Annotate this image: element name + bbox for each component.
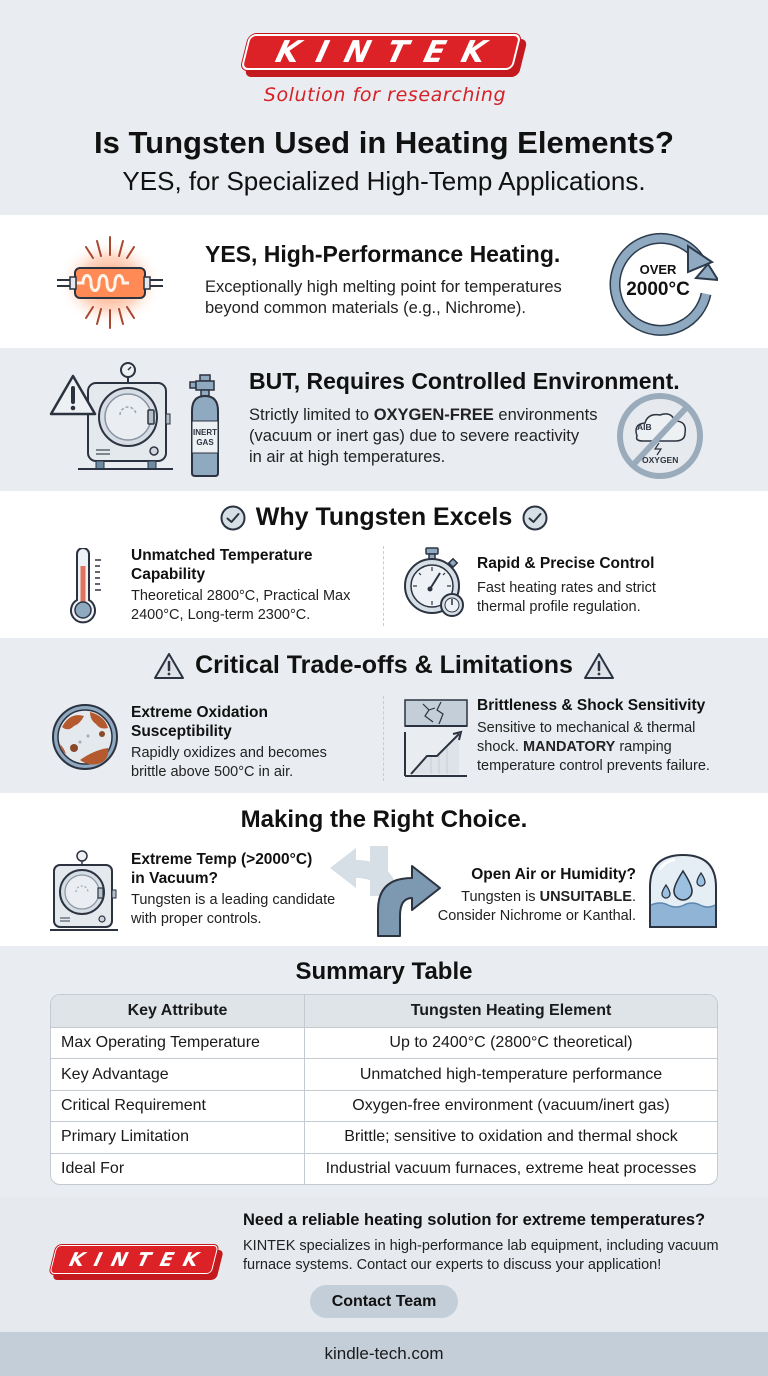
kintek-logo[interactable] bbox=[243, 33, 527, 106]
choice-right bbox=[438, 865, 636, 926]
oxidized-disc-icon bbox=[50, 702, 120, 772]
table-header-cell: Key Attribute bbox=[51, 995, 305, 1027]
page-subtitle: YES, for Specialized High-Temp Applications. bbox=[122, 166, 646, 196]
trade-item-oxidation bbox=[131, 703, 327, 782]
but-body-line3: in air at high temperatures. bbox=[249, 448, 446, 466]
contact-team-button[interactable]: Contact Team bbox=[310, 1285, 458, 1318]
yes-section bbox=[0, 215, 768, 348]
oxygen-free-emphasis: OXYGEN-FREE bbox=[373, 406, 494, 424]
logo-text: KINTEK bbox=[67, 1248, 211, 1271]
trade-item-body-line2: brittle above 500°C in air. bbox=[131, 764, 294, 780]
warning-icon bbox=[48, 373, 98, 418]
table-cell: Unmatched high-temperature performance bbox=[359, 1065, 663, 1083]
trade-item-body-line1: Rapidly oxidizes and becomes bbox=[131, 745, 327, 761]
cylinder-label-inert: INERT bbox=[193, 428, 217, 437]
heating-element-icon bbox=[55, 235, 165, 330]
why-item-temperature bbox=[131, 546, 350, 625]
trade-item-brittleness bbox=[477, 696, 710, 776]
but-body-line2: (vacuum or inert gas) due to severe reactivity bbox=[249, 427, 580, 445]
table-cell: Critical Requirement bbox=[51, 1091, 305, 1121]
trade-body-pre: shock. bbox=[477, 739, 523, 755]
summary-section bbox=[0, 946, 768, 1197]
but-body-post: environments bbox=[493, 406, 598, 424]
warning-icon bbox=[153, 652, 185, 680]
why-item-body-line2: thermal profile regulation. bbox=[477, 599, 641, 615]
table-row bbox=[51, 1153, 717, 1184]
why-item-body-line1: Theoretical 2800°C, Practical Max bbox=[131, 588, 351, 604]
choice-left-title-line1: Extreme Temp (>2000°C) bbox=[131, 851, 313, 868]
check-circle-icon bbox=[220, 505, 246, 531]
no-oxygen-badge bbox=[615, 391, 705, 481]
thermometer-icon bbox=[68, 548, 108, 626]
header bbox=[0, 0, 768, 215]
logo-text: KINTEK bbox=[272, 34, 507, 70]
choice-right-body-pre: Tungsten is bbox=[461, 889, 540, 905]
tradeoffs-section bbox=[0, 638, 768, 793]
choice-left bbox=[131, 850, 335, 929]
choice-right-body-post: . bbox=[631, 889, 636, 905]
table-cell: Key Advantage bbox=[51, 1059, 305, 1089]
warning-icon bbox=[583, 652, 615, 680]
why-item-control bbox=[477, 554, 656, 617]
yes-heading: YES, High-Performance Heating. bbox=[205, 241, 561, 267]
logo-tagline: Solution for researching bbox=[263, 84, 507, 106]
trade-item-title-line2: Susceptibility bbox=[131, 723, 232, 740]
table-row bbox=[51, 1090, 717, 1121]
choice-section bbox=[0, 793, 768, 946]
summary-table bbox=[50, 994, 718, 1185]
trade-item-title: Brittleness & Shock Sensitivity bbox=[477, 697, 706, 714]
oxygen-label: OXYGEN bbox=[642, 455, 679, 465]
kintek-logo[interactable] bbox=[52, 1245, 222, 1279]
cta-section bbox=[0, 1197, 768, 1332]
choice-right-title: Open Air or Humidity? bbox=[471, 866, 636, 883]
table-cell: Oxygen-free environment (vacuum/inert gas) bbox=[352, 1096, 670, 1114]
cta-heading: Need a reliable heating solution for extreme temperatures? bbox=[243, 1211, 706, 1229]
table-cell: Primary Limitation bbox=[51, 1122, 305, 1152]
table-row bbox=[51, 1027, 717, 1058]
over-2000c-badge bbox=[608, 232, 718, 337]
divider bbox=[383, 696, 384, 781]
gas-cylinder-icon bbox=[186, 373, 226, 478]
trade-item-body-line1: Sensitive to mechanical & thermal bbox=[477, 720, 696, 736]
why-section bbox=[0, 491, 768, 638]
trade-item-body-line3: temperature control prevents failure. bbox=[477, 758, 710, 774]
page-title: Is Tungsten Used in Heating Elements? bbox=[94, 125, 674, 160]
yes-body-line1: Exceptionally high melting point for temperatures bbox=[205, 278, 562, 296]
why-item-body-line2: 2400°C, Long-term 2300°C. bbox=[131, 607, 311, 623]
table-cell: Ideal For bbox=[51, 1154, 305, 1184]
table-row bbox=[51, 1121, 717, 1152]
choice-right-body-line2: Consider Nichrome or Kanthal. bbox=[437, 908, 636, 924]
but-body-pre: Strictly limited to bbox=[249, 406, 374, 424]
why-heading: Why Tungsten Excels bbox=[255, 503, 513, 531]
why-item-title-line2: Capability bbox=[131, 566, 206, 583]
choice-heading: Making the Right Choice. bbox=[240, 806, 528, 833]
badge-over: OVER bbox=[639, 262, 677, 277]
cylinder-label-gas: GAS bbox=[196, 438, 214, 447]
vacuum-furnace-icon bbox=[48, 850, 120, 934]
stopwatch-icon bbox=[402, 546, 470, 618]
cta-body: KINTEK specializes in high-performance lab equipment, including vacuum furnace systems. Contact our experts to discuss your application! bbox=[243, 1238, 719, 1273]
cracked-ramp-icon bbox=[403, 698, 469, 778]
table-cell: Up to 2400°C (2800°C theoretical) bbox=[389, 1034, 633, 1052]
table-header-cell: Tungsten Heating Element bbox=[410, 1002, 612, 1019]
trade-item-title-line1: Extreme Oxidation bbox=[131, 704, 268, 721]
table-header-row bbox=[51, 995, 717, 1027]
why-item-body-line1: Fast heating rates and strict bbox=[477, 580, 656, 596]
no-oxygen-icon bbox=[615, 391, 705, 481]
check-circle-icon bbox=[522, 505, 548, 531]
but-section bbox=[0, 348, 768, 491]
choice-left-body-line1: Tungsten is a leading candidate bbox=[131, 892, 336, 908]
why-item-title: Rapid & Precise Control bbox=[477, 555, 655, 572]
trade-body-post: ramping bbox=[615, 739, 672, 755]
but-heading: BUT, Requires Controlled Environment. bbox=[249, 368, 680, 394]
table-cell: Brittle; sensitive to oxidation and thermal shock bbox=[344, 1128, 678, 1146]
summary-title: Summary Table bbox=[295, 958, 473, 985]
no-air-label: AIB bbox=[637, 422, 652, 432]
yes-body-line2: beyond common materials (e.g., Nichrome). bbox=[205, 299, 526, 317]
badge-value: 2000°C bbox=[626, 279, 690, 300]
choice-left-body-line2: with proper controls. bbox=[131, 911, 262, 927]
decision-arrows-icon bbox=[320, 838, 445, 938]
website-link[interactable]: kindle-tech.com bbox=[324, 1344, 444, 1363]
table-row bbox=[51, 1058, 717, 1089]
trade-heading: Critical Trade-offs & Limitations bbox=[195, 651, 573, 679]
divider bbox=[383, 546, 384, 626]
unsuitable-emphasis: UNSUITABLE bbox=[539, 889, 632, 905]
mandatory-emphasis: MANDATORY bbox=[522, 739, 616, 755]
choice-left-title-line2: in Vacuum? bbox=[131, 870, 218, 887]
table-cell: Industrial vacuum furnaces, extreme heat processes bbox=[325, 1159, 697, 1177]
why-item-title-line1: Unmatched Temperature bbox=[131, 547, 313, 564]
humidity-icon bbox=[646, 851, 720, 931]
footer bbox=[0, 1332, 768, 1376]
table-cell: Max Operating Temperature bbox=[51, 1028, 305, 1058]
